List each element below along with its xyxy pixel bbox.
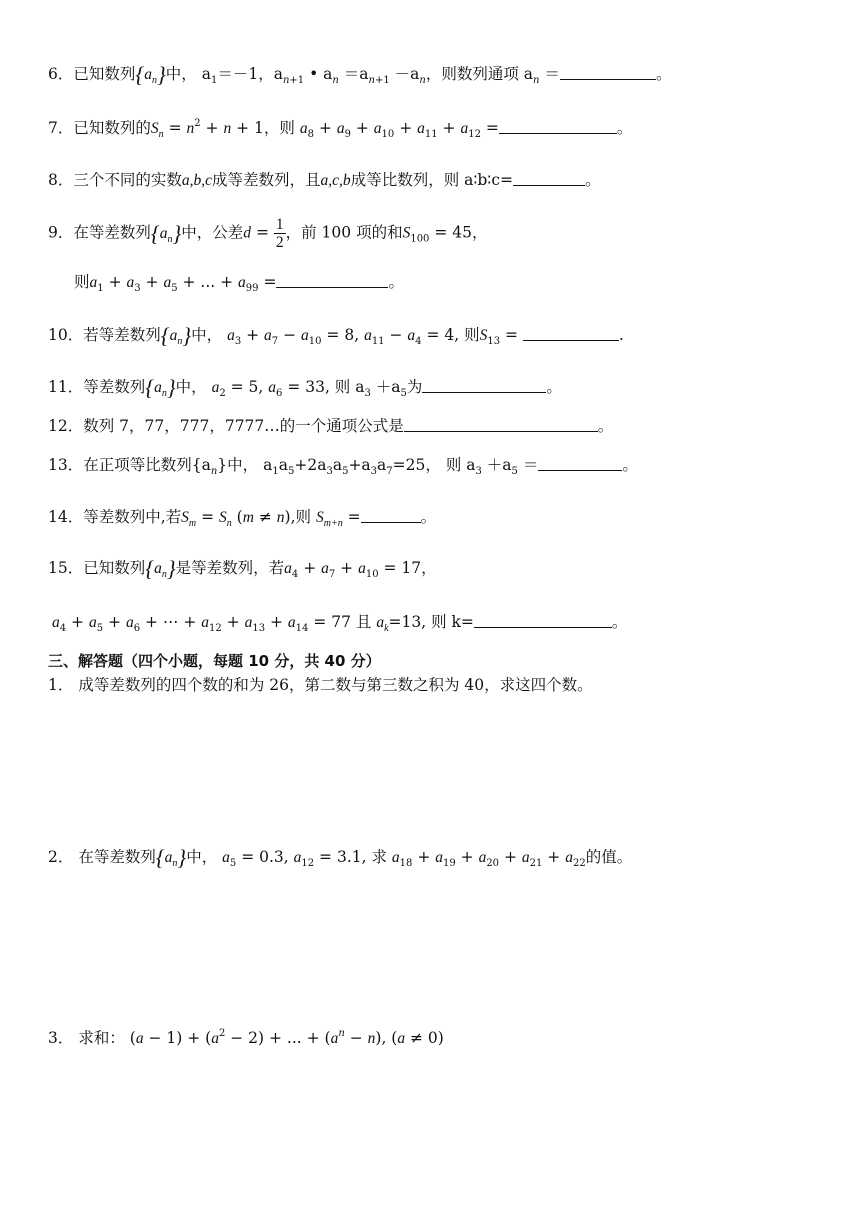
answer-blank[interactable]: [499, 119, 617, 134]
question-10: 10．若等差数列$\{a_n\}$中， $a_3 + a_7 - a_{10} = 8$, $a_{11} - a_4 = 4$, 则$S_{13}$ = .: [48, 323, 624, 348]
answer-blank[interactable]: [560, 65, 656, 80]
answer-blank[interactable]: [422, 378, 546, 393]
answer-blank[interactable]: [474, 613, 612, 628]
answer-blank[interactable]: [404, 417, 598, 432]
question-13: 13．在正项等比数列$\{a_n\}$中， $a_1a_5+2a_3a_5+a_3a_7=25$， 则 $a_3 +a_5$ ＝ 。: [48, 456, 638, 477]
section-title: 三、解答题（四个小题，每题 10 分，共 40 分）: [48, 652, 381, 670]
question-number: 6．: [48, 65, 74, 83]
question-12: 12．数列 7，77，777，7777…的一个通项公式是 。: [48, 417, 614, 435]
problem-2: 2． 在等差数列$\{a_n\}$中， $a_5 = 0.3$, $a_{12} = 3.1$, 求 $a_{18} + a_{19} + a_{20} + a_{21} + a_{22}$的值。: [48, 845, 633, 870]
answer-blank[interactable]: [276, 273, 388, 288]
question-15: 15．已知数列$\{a_n\}$是等差数列，若$a_4 + a_7 + a_{10} = 17$，: [48, 556, 437, 581]
answer-blank[interactable]: [538, 456, 622, 471]
question-14: 14．等差数列中,若$S_m = S_n$ (m ≠ n),则 $S_{m+n}$ = 。: [48, 508, 437, 529]
problem-3: 3． 求和： $(a - 1) + (a^2 - 2)$ + ... + $(a^n - n)$, (a ≠ 0): [48, 1028, 444, 1047]
problem-1: 1． 成等差数列的四个数的和为 26，第二数与第三数之积为 40，求这四个数。: [48, 676, 593, 694]
question-11: 11．等差数列$\{a_n\}$中， $a_2 = 5$, $a_6 = 33$, 则 $a_3 +a_5$为 。: [48, 375, 562, 400]
answer-blank[interactable]: [513, 171, 585, 186]
question-7: 7．已知数列的$S_n = n^2 + n + 1$，则 $a_8 + a_9 + a_{10} + a_{11} + a_{12}$ = 。: [48, 118, 633, 140]
question-8: 8．三个不同的实数a,b,c成等差数列，且a,c,b成等比数列，则 a∶b∶c= 。: [48, 171, 601, 189]
question-15-part2: $a_4 + a_5 + a_6$ + ⋯ + $a_{12} + a_{13} + a_{14} = 77$ 且 $a_k=13$, 则 k= 。: [52, 613, 628, 634]
answer-blank[interactable]: [523, 326, 619, 341]
question-9-part2: 则$a_1 + a_3 + a_5$ + ... + $a_{99}$ = 。: [74, 273, 404, 294]
question-9: 9．在等差数列$\{a_n\}$中，公差d = $\frac{1}{2}$ ，前 100 项的和$S_{100} = 45$，: [48, 216, 488, 252]
question-6: 6．已知数列$\{a_n\}$中， $a_1=-1$，$a_{n+1}$ • $a_n =a_{n+1} -a_n$，则数列通项 $a_n$ ＝ 。: [48, 62, 672, 87]
sequence-symbol: $\{a_n\}$: [135, 62, 166, 87]
answer-blank[interactable]: [361, 508, 421, 523]
